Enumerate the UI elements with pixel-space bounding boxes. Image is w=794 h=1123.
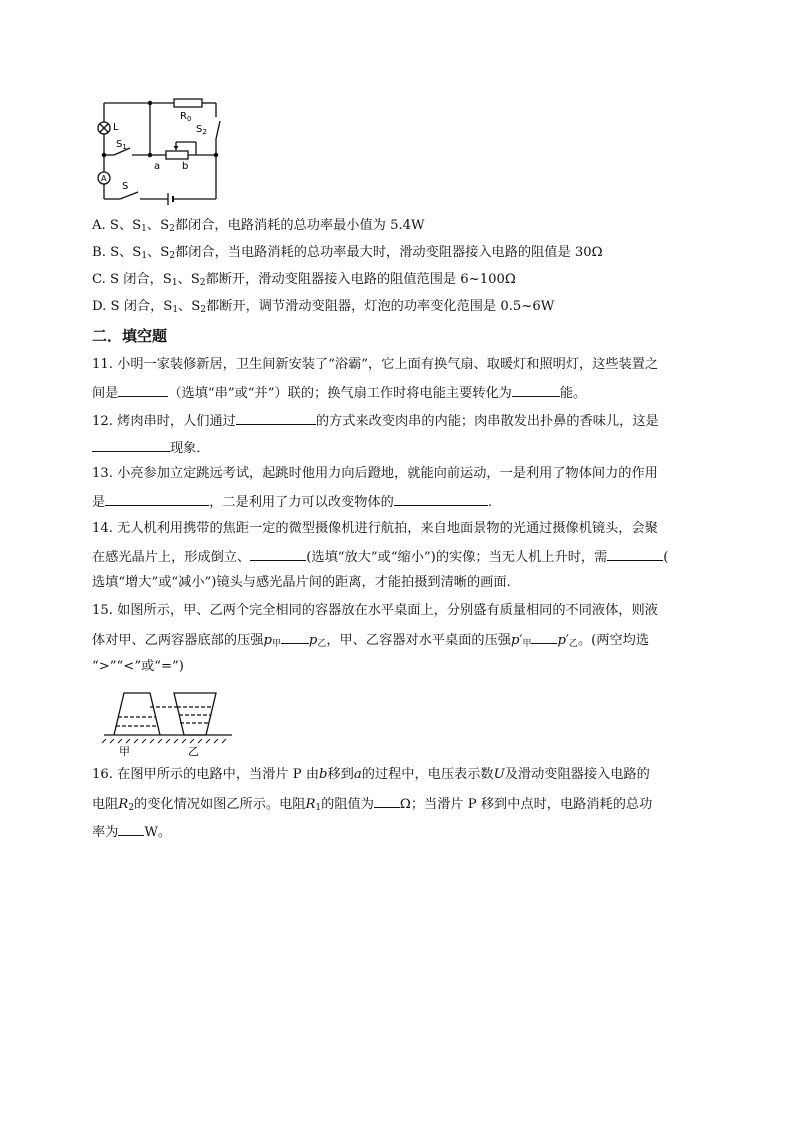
q14-line1: 14. 无人机利用携带的焦距一定的微型摄像机进行航拍，来自地面景物的光通过摄像机镜头，会聚: [92, 521, 658, 536]
s1-label: $S_1$: [116, 139, 127, 151]
q16-blank-2[interactable]: [118, 822, 144, 836]
rheostat-slider-icon: [174, 146, 179, 150]
q11-line1: 11. 小明一家装修新居，卫生间新安装了“浴霸”，它上面有换气扇、取暖灯和照明灯，这些装置之: [92, 357, 659, 372]
container-yi-label: 乙: [188, 745, 199, 758]
q16-line2: 电阻$R_2$的变化情况如图乙所示。电阻$R_1$的阻值为 Ω；当滑片 P 移到中点时，电路消耗的总功: [92, 794, 652, 817]
q15-blank-2[interactable]: [531, 630, 557, 644]
q16-blank-1[interactable]: [374, 794, 400, 808]
option-d: D. S 闭合，$S_1$、$S_2$都断开，调节滑动变阻器，灯泡的功率变化范围是 0.5~6W: [92, 299, 555, 315]
q14-line2: 在感光晶片上，形成倒立、 (选填“放大”或“缩小”)的实像；当无人机上升时，需 (: [92, 547, 668, 567]
q11-blank-2[interactable]: [512, 383, 560, 397]
section-title: 二．填空题: [92, 327, 168, 345]
q14-blank-1[interactable]: [250, 547, 306, 561]
containers-figure: [100, 687, 240, 759]
q12-blank-1[interactable]: [236, 411, 316, 425]
q11-line2: 间是 （选填“串”或“并”）联的；换气扇工作时将电能主要转化为 能。: [92, 383, 586, 403]
q15-line3: “>”“<”或“=”): [92, 659, 184, 674]
option-c: C. S 闭合，$S_1$、$S_2$都断开，滑动变阻器接入电路的阻值范围是 6~100Ω: [92, 272, 516, 288]
q11-blank-1[interactable]: [118, 383, 168, 397]
q12-line1: 12. 烤肉串时，人们通过 的方式来改变肉串的内能；肉串散发出扑鼻的香味儿，这是: [92, 411, 659, 431]
q15-blank-1[interactable]: [281, 630, 309, 644]
circuit-diagram: [92, 95, 232, 205]
lamp-label: L: [113, 122, 119, 133]
q13-blank-1[interactable]: [105, 492, 209, 506]
q12-blank-2[interactable]: [92, 438, 170, 452]
q16-line3: 率为 W。: [92, 822, 171, 842]
q15-line1: 15. 如图所示，甲、乙两个完全相同的容器放在水平桌面上，分别盛有质量相同的不同液体，则液: [92, 603, 658, 618]
q14-blank-2[interactable]: [607, 547, 663, 561]
option-b: B. S、$S_1$、$S_2$都闭合，当电路消耗的总功率最大时，滑动变阻器接入电路的阻值是 30Ω: [92, 245, 603, 261]
q13-line1: 13. 小亮参加立定跳远考试，起跳时他用力向后蹬地，就能向前运动，一是利用了物体间力的作用: [92, 466, 658, 481]
r0-label: $R_0$: [180, 111, 192, 123]
s2-label: $S_2$: [196, 124, 207, 136]
q14-line3: 选填“增大”或“减小”)镜头与感光晶片间的距离，才能拍摄到清晰的画面.: [92, 575, 511, 590]
q13-blank-2[interactable]: [394, 492, 488, 506]
option-a: A. S、$S_1$、$S_2$都闭合，电路消耗的总功率最小值为 5.4W: [92, 218, 425, 234]
q16-line1: 16. 在图甲所示的电路中，当滑片 P 由b移到a的过程中，电压表示数U及滑动变阻器接入电路的: [92, 767, 650, 782]
ammeter-label: A: [101, 174, 107, 183]
container-jia-label: 甲: [119, 745, 130, 758]
terminal-a-label: a: [154, 161, 161, 172]
terminal-b-label: b: [182, 161, 189, 172]
switch-s-label: S: [122, 181, 129, 192]
q12-line2: 现象．: [92, 438, 210, 458]
q13-line2: 是 ，二是利用了力可以改变物体的 .: [92, 492, 492, 512]
q15-line2: 体对甲、乙两容器底部的压强$p_甲$ $p_乙$，甲、乙容器对水平桌面的压强$p'_甲$ $p'_乙$。(两空均选: [92, 630, 649, 653]
